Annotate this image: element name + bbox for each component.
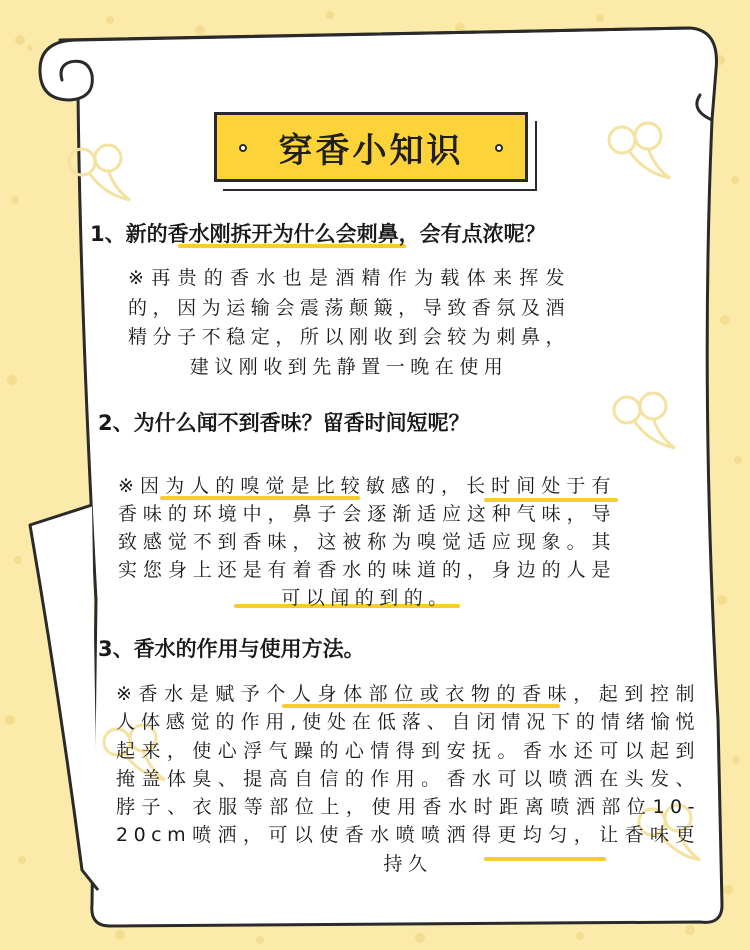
section-heading: 1、新的香水刚拆开为什么会刺鼻，会有点浓呢？ bbox=[90, 222, 546, 246]
dot-icon bbox=[239, 144, 247, 152]
section-heading: 3、香水的作用与使用方法。 bbox=[98, 637, 365, 661]
cherry-doodle-icon bbox=[605, 388, 695, 468]
section-body: ※因为人的嗅觉是比较敏感的，长时间处于有香味的环境中，鼻子会逐渐适应这种气味，导致感觉不到香味，这被称为嗅觉适应现象。其实您身上还是有着香水的味道的，身边的人是可以闻的到的。 bbox=[118, 475, 616, 609]
page-title: 穿香小知识 bbox=[278, 130, 464, 171]
section-body: ※香水是赋予个人身体部位或衣物的香味，起到控制人体感觉的作用,使处在低落、自闭情况下的情绪愉悦起来，使心浮气躁的心情得到安抚。香水还可以起到掩盖体臭、提高自信的作用。香水可以喷洒在头发、脖子、衣服等部位上，使用香水时距离喷洒部位10-20cm喷洒，可以使香水喷喷洒得更均匀，让香味更持久 bbox=[116, 683, 700, 875]
title-banner bbox=[214, 112, 528, 182]
section-body: ※再贵的香水也是酒精作为载体来挥发的，因为运输会震荡颠簸，导致香氛及酒精分子不稳定，所以刚收到会较为刺鼻，建议刚收到先静置一晚在使用 bbox=[128, 267, 570, 378]
cherry-doodle-icon bbox=[60, 140, 150, 220]
cherry-doodle-icon bbox=[600, 118, 690, 198]
section-heading: 2、为什么闻不到香味？留香时间短呢？ bbox=[98, 411, 470, 435]
dot-icon bbox=[495, 144, 503, 152]
